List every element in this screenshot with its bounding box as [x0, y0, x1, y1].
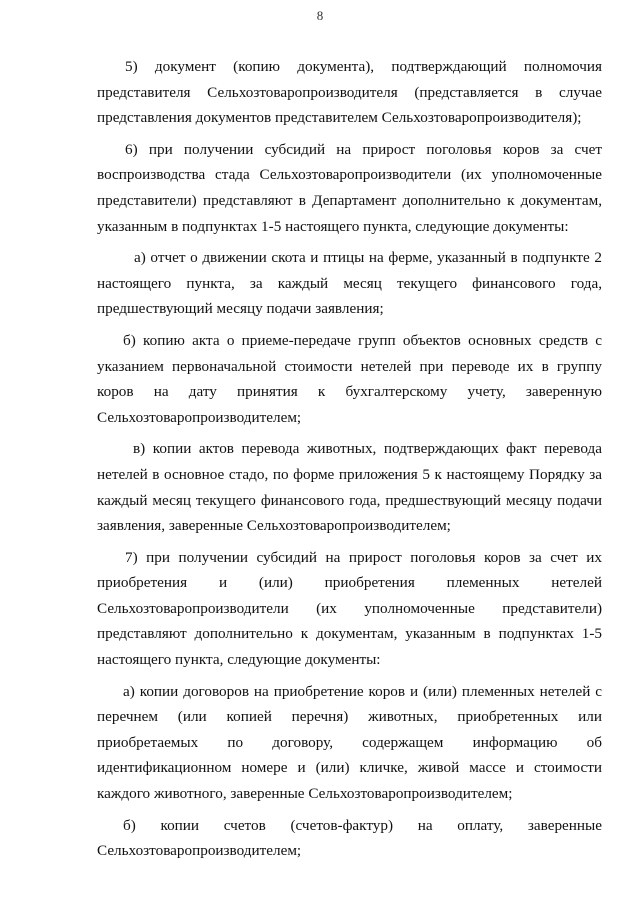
- paragraph-item-7b: [97, 813, 602, 864]
- paragraph-item-6v: [97, 436, 602, 538]
- text-line: приобретения и (или) приобретения племенных нетелей: [97, 574, 602, 592]
- paragraph-item-6b: [97, 328, 602, 430]
- text-line: указанием первоначальной стоимости нетелей при переводе их в группу: [97, 357, 602, 375]
- text-line: а) отчет о движении скота и птицы на ферме, указанный в подпункте 2: [134, 249, 602, 267]
- text-line: воспроизводства стада Сельхозтоваропроизводители (их уполномоченные: [97, 166, 602, 184]
- text-line: Сельхозтоваропроизводителем;: [97, 842, 302, 860]
- text-line: настоящего пункта, за каждый месяц текущего финансового года,: [97, 274, 602, 292]
- paragraph-item-5: [97, 54, 602, 131]
- text-line: заявления, заверенные Сельхозтоваропроизводителем;: [97, 517, 451, 535]
- text-line: перечнем (или копией перечня) животных, приобретенных или: [97, 708, 602, 726]
- text-line: представляют дополнительно к документам, указанным в подпунктах 1-5: [97, 625, 602, 643]
- document-body: [97, 54, 602, 870]
- text-line: предшествующий месяцу подачи заявления;: [97, 300, 384, 318]
- paragraph-item-7: [97, 545, 602, 673]
- text-line: представления документов представителем Сельхозтоваропроизводителя);: [97, 109, 582, 127]
- text-line: 7) при получении субсидий на прирост поголовья коров за счет их: [125, 548, 602, 566]
- text-line: в) копии актов перевода животных, подтверждающих факт перевода: [133, 440, 602, 458]
- text-line: б) копии счетов (счетов-фактур) на оплату, заверенные: [123, 816, 602, 834]
- text-line: 5) документ (копию документа), подтверждающий полномочия: [125, 58, 602, 75]
- text-line: идентификационном номере и (или) кличке, живой массе и стоимости: [97, 759, 602, 777]
- paragraph-item-7a: [97, 679, 602, 807]
- text-line: указанным в подпунктах 1-5 настоящего пункта, следующие документы:: [97, 217, 569, 235]
- text-line: каждого животного, заверенные Сельхозтоваропроизводителем;: [97, 785, 513, 803]
- text-line: 6) при получении субсидий на прирост поголовья коров за счет: [125, 140, 602, 158]
- page-number: 8: [316, 8, 324, 23]
- text-line: нетелей в основное стадо, по форме приложения 5 к настоящему Порядку за: [97, 465, 602, 483]
- text-line: каждый месяц текущего финансового года, предшествующий месяцу подачи: [97, 491, 602, 509]
- text-line: а) копии договоров на приобретение коров и (или) племенных нетелей с: [123, 682, 602, 700]
- paragraph-item-6: [97, 137, 602, 239]
- text-line: коров на дату принятия к бухгалтерскому учету, заверенную: [97, 383, 602, 401]
- text-line: представители) представляют в Департамент дополнительно к документам,: [97, 191, 602, 209]
- text-line: представителя Сельхозтоваропроизводителя (представляется в случае: [97, 83, 602, 101]
- text-line: б) копию акта о приеме-передаче групп объектов основных средств с: [123, 331, 602, 349]
- text-line: Сельхозтоваропроизводителем;: [97, 408, 302, 426]
- paragraph-item-6a: [97, 245, 602, 322]
- text-line: Сельхозтоваропроизводители (их уполномоченные представители): [97, 599, 602, 617]
- text-line: настоящего пункта, следующие документы:: [97, 651, 381, 669]
- text-line: приобретаемых по договору, содержащем информацию об: [97, 733, 602, 751]
